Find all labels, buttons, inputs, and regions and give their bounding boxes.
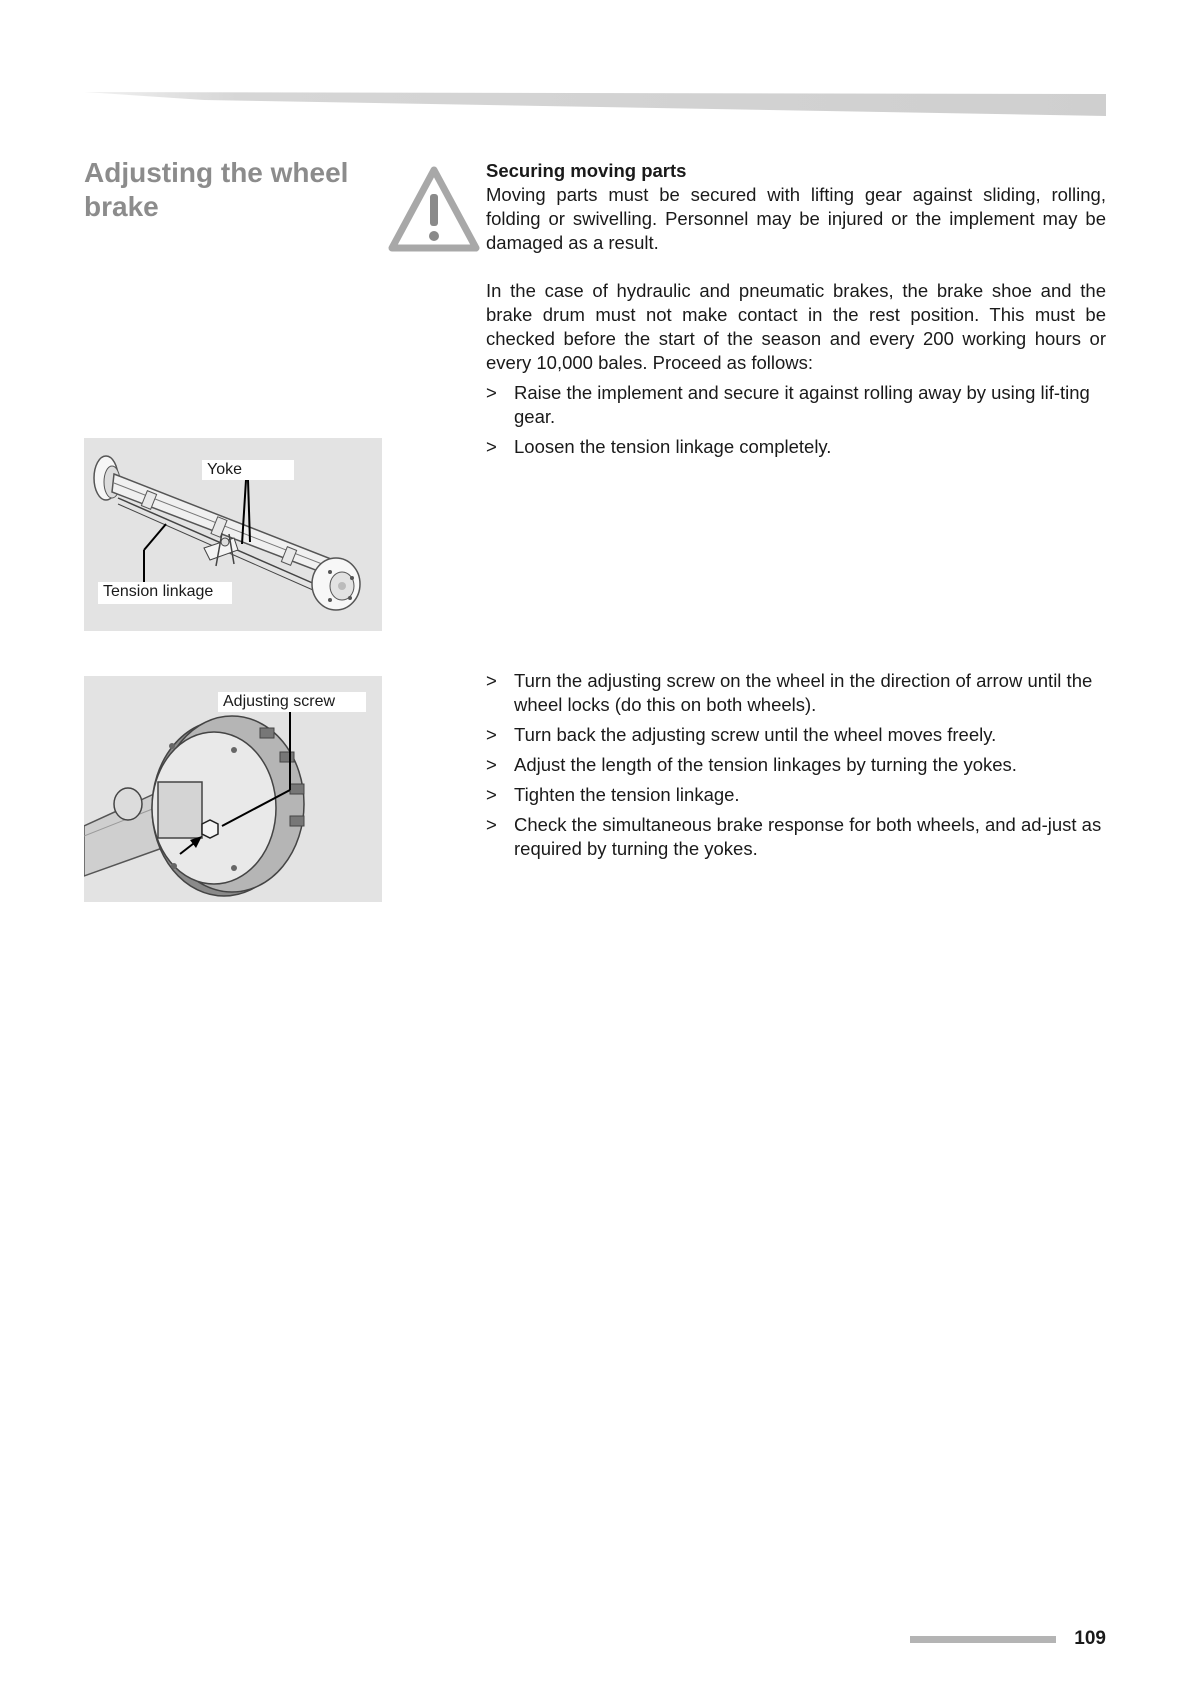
step-marker: > (486, 814, 497, 835)
page-number: 109 (1074, 1628, 1106, 1649)
step-item (486, 381, 1106, 429)
step-item (486, 669, 1106, 717)
footer-bar (910, 1636, 1056, 1643)
step-item (486, 435, 1106, 459)
axle-figure (84, 438, 382, 631)
warning-title: Securing moving parts (486, 160, 687, 181)
step-marker: > (486, 436, 497, 457)
step-text: Turn back the adjusting screw until the wheel moves freely. (514, 724, 997, 745)
yoke-label: Yoke (202, 460, 294, 480)
steps-list-1 (486, 381, 1106, 459)
header-bar (84, 90, 1106, 118)
warning-triangle-icon (388, 166, 480, 252)
brake-drum-figure (84, 676, 382, 902)
section-title: Adjusting the wheel brake (84, 157, 349, 222)
main-content (486, 159, 1106, 465)
step-item (486, 783, 1106, 807)
adjusting-screw-label: Adjusting screw (218, 692, 366, 712)
step-marker: > (486, 382, 497, 403)
step-text: Tighten the tension linkage. (514, 784, 740, 805)
step-marker: > (486, 670, 497, 691)
step-text: Raise the implement and secure it against rolling away by using lif-ting gear. (514, 382, 1090, 427)
step-text: Loosen the tension linkage completely. (514, 436, 832, 457)
steps-list-2 (486, 669, 1106, 867)
step-item (486, 753, 1106, 777)
step-text: Adjust the length of the tension linkages by turning the yokes. (514, 754, 1017, 775)
step-marker: > (486, 784, 497, 805)
step-item (486, 813, 1106, 861)
step-text: Check the simultaneous brake response for both wheels, and ad-just as required by turning the yokes. (514, 814, 1102, 859)
step-marker: > (486, 754, 497, 775)
step-marker: > (486, 724, 497, 745)
step-text: Turn the adjusting screw on the wheel in the direction of arrow until the wheel locks (do this on both wheels). (514, 670, 1093, 715)
step-item (486, 723, 1106, 747)
warning-body: Moving parts must be secured with lifting gear against sliding, rolling, folding or swivelling. Personnel may be injured or the implement may be damaged as a result. (486, 184, 1106, 253)
tension-linkage-label: Tension linkage (98, 582, 232, 604)
intro-paragraph: In the case of hydraulic and pneumatic brakes, the brake shoe and the brake drum must not make contact in the rest position. This must be checked before the start of the season and every 200 working hours or every 10,000 bales. Proceed as follows: (486, 280, 1106, 373)
